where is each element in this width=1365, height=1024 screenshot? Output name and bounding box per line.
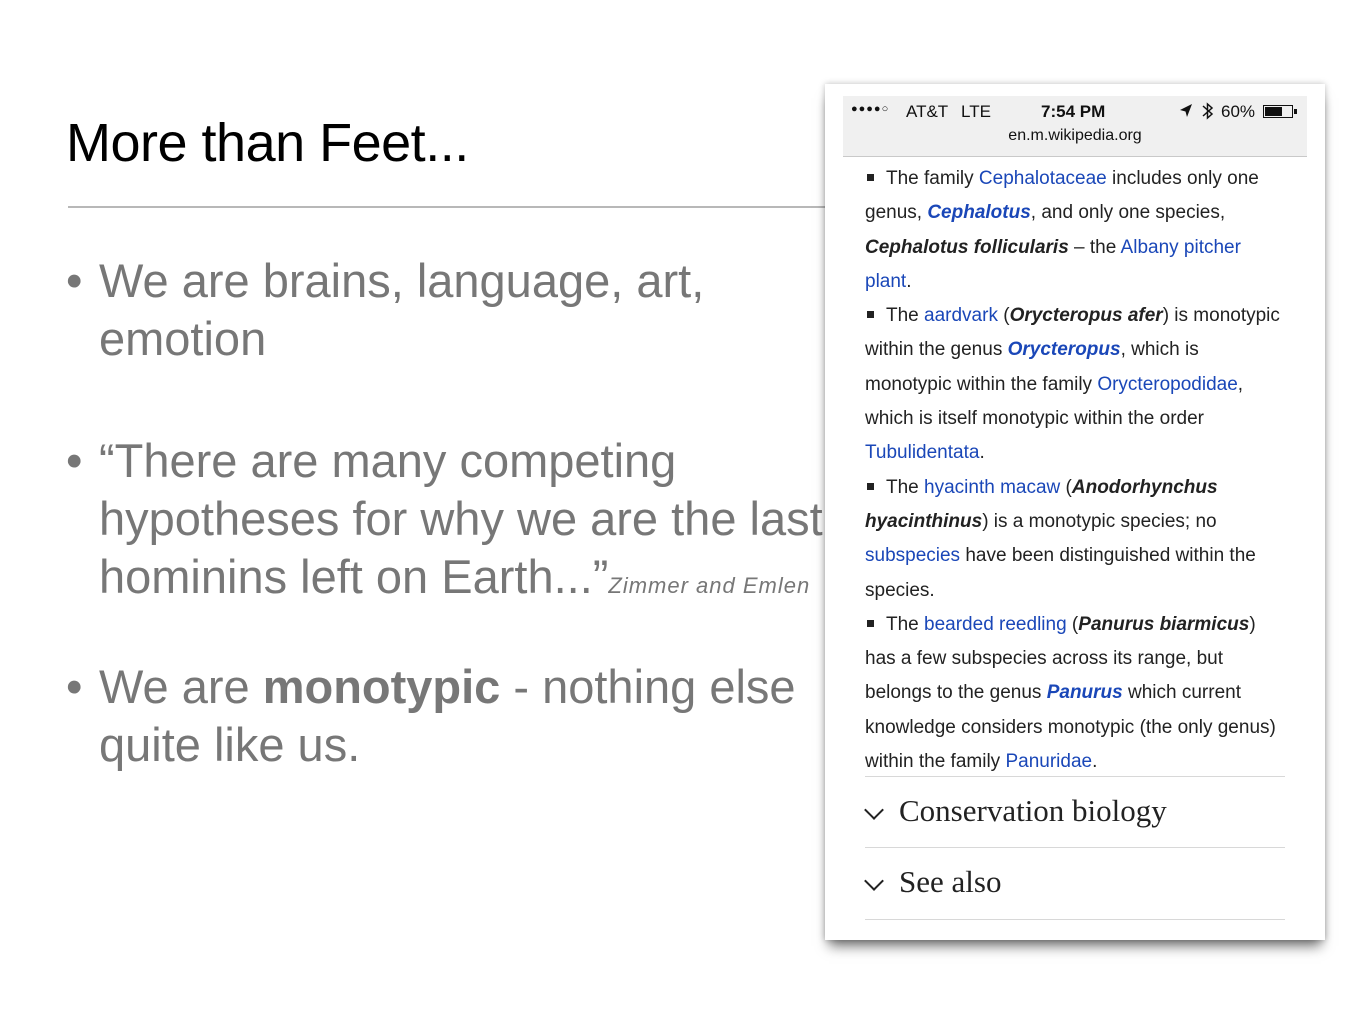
link-cephalotaceae[interactable]: Cephalotaceae [978, 168, 1107, 189]
url-label[interactable]: en.m.wikipedia.org [1008, 127, 1142, 144]
bullet-square-icon [867, 620, 874, 627]
bullet-square-icon [867, 483, 874, 490]
bullet-square-icon [867, 311, 874, 318]
list-item: The hyacinth macaw (Anodorhynchus hyacinthinus) is a monotypic species; no subspecies have been distinguished within the species. [865, 476, 1256, 601]
bullet-emphasis: monotypic [262, 660, 501, 713]
bullet-dot: • [66, 254, 83, 307]
quote-citation: Zimmer and Emlen [608, 573, 811, 598]
section-conservation-biology[interactable] [865, 776, 1285, 848]
slide-title: More than Feet... [66, 113, 469, 173]
species-name: Orycteropus afer [1009, 305, 1163, 327]
link-cephalotus[interactable]: Cephalotus [927, 202, 1031, 224]
link-orycteropus[interactable]: Orycteropus [1007, 339, 1121, 361]
bullet-item [66, 252, 826, 368]
bullet-text-post: - nothing else quite like us. [99, 660, 796, 771]
chevron-down-icon [864, 800, 884, 820]
section-title: Conservation biology [899, 793, 1167, 828]
bullet-item [66, 658, 826, 774]
bullet-square-icon [867, 174, 874, 181]
bullet-dot: • [66, 660, 83, 713]
species-name: Anodorhynchus hyacinthinus [865, 476, 1218, 532]
signal-strength-icon: ●●●●○ [851, 103, 890, 115]
location-arrow-icon [1179, 100, 1193, 125]
chevron-down-icon [864, 871, 884, 891]
title-divider [68, 206, 828, 208]
bullet-dot: • [66, 434, 83, 487]
bullet-item [66, 432, 826, 606]
link-orycteropodidae[interactable]: Orycteropodidae [1097, 373, 1238, 395]
bullet-quote: “There are many competing hypotheses for why we are the last hominins left on Earth...” [99, 434, 823, 603]
network-label: LTE [961, 102, 991, 121]
status-bar [843, 96, 1307, 157]
carrier-label: AT&T [906, 102, 949, 121]
battery-percentage: 60% [1221, 102, 1256, 121]
phone-screenshot [825, 84, 1325, 940]
clock: 7:54 PM [1041, 102, 1106, 121]
bullet-list [66, 252, 826, 774]
species-name: Panurus biarmicus [1078, 613, 1250, 635]
bullet-text: We are brains, language, art, emotion [99, 254, 705, 365]
link-tubulidentata[interactable]: Tubulidentata [865, 442, 980, 464]
link-panurus[interactable]: Panurus [1046, 682, 1123, 704]
link-hyacinth-macaw[interactable]: hyacinth macaw [924, 476, 1061, 498]
link-panuridae[interactable]: Panuridae [1005, 751, 1093, 773]
list-item: The family Cephalotaceae includes only one genus, Cephalotus, and only one species, Cephalotus follicularis – the Albany pitcher plant. [865, 168, 1259, 292]
section-see-also[interactable] [865, 847, 1285, 920]
article-body [865, 162, 1285, 779]
section-title: See also [899, 864, 1002, 899]
link-bearded-reedling[interactable]: bearded reedling [924, 613, 1067, 635]
species-name: Cephalotus follicularis [865, 236, 1069, 258]
battery-icon [1263, 105, 1293, 118]
bluetooth-icon [1201, 100, 1215, 127]
bullet-text-pre: We are [99, 660, 263, 713]
list-item: The aardvark (Orycteropus afer) is monotypic within the genus Orycteropus, which is monotypic within the family Orycteropodidae, which is itself monotypic within the order Tubulidentata. [865, 305, 1280, 464]
link-albany-pitcher-plant[interactable]: Albany pitcher plant [865, 236, 1241, 292]
link-aardvark[interactable]: aardvark [924, 305, 998, 327]
link-subspecies[interactable]: subspecies [865, 545, 961, 567]
list-item: The bearded reedling (Panurus biarmicus) has a few subspecies across its range, but belongs to the genus Panurus which current knowledge considers monotypic (the only genus) within the family Panuridae. [865, 613, 1276, 773]
